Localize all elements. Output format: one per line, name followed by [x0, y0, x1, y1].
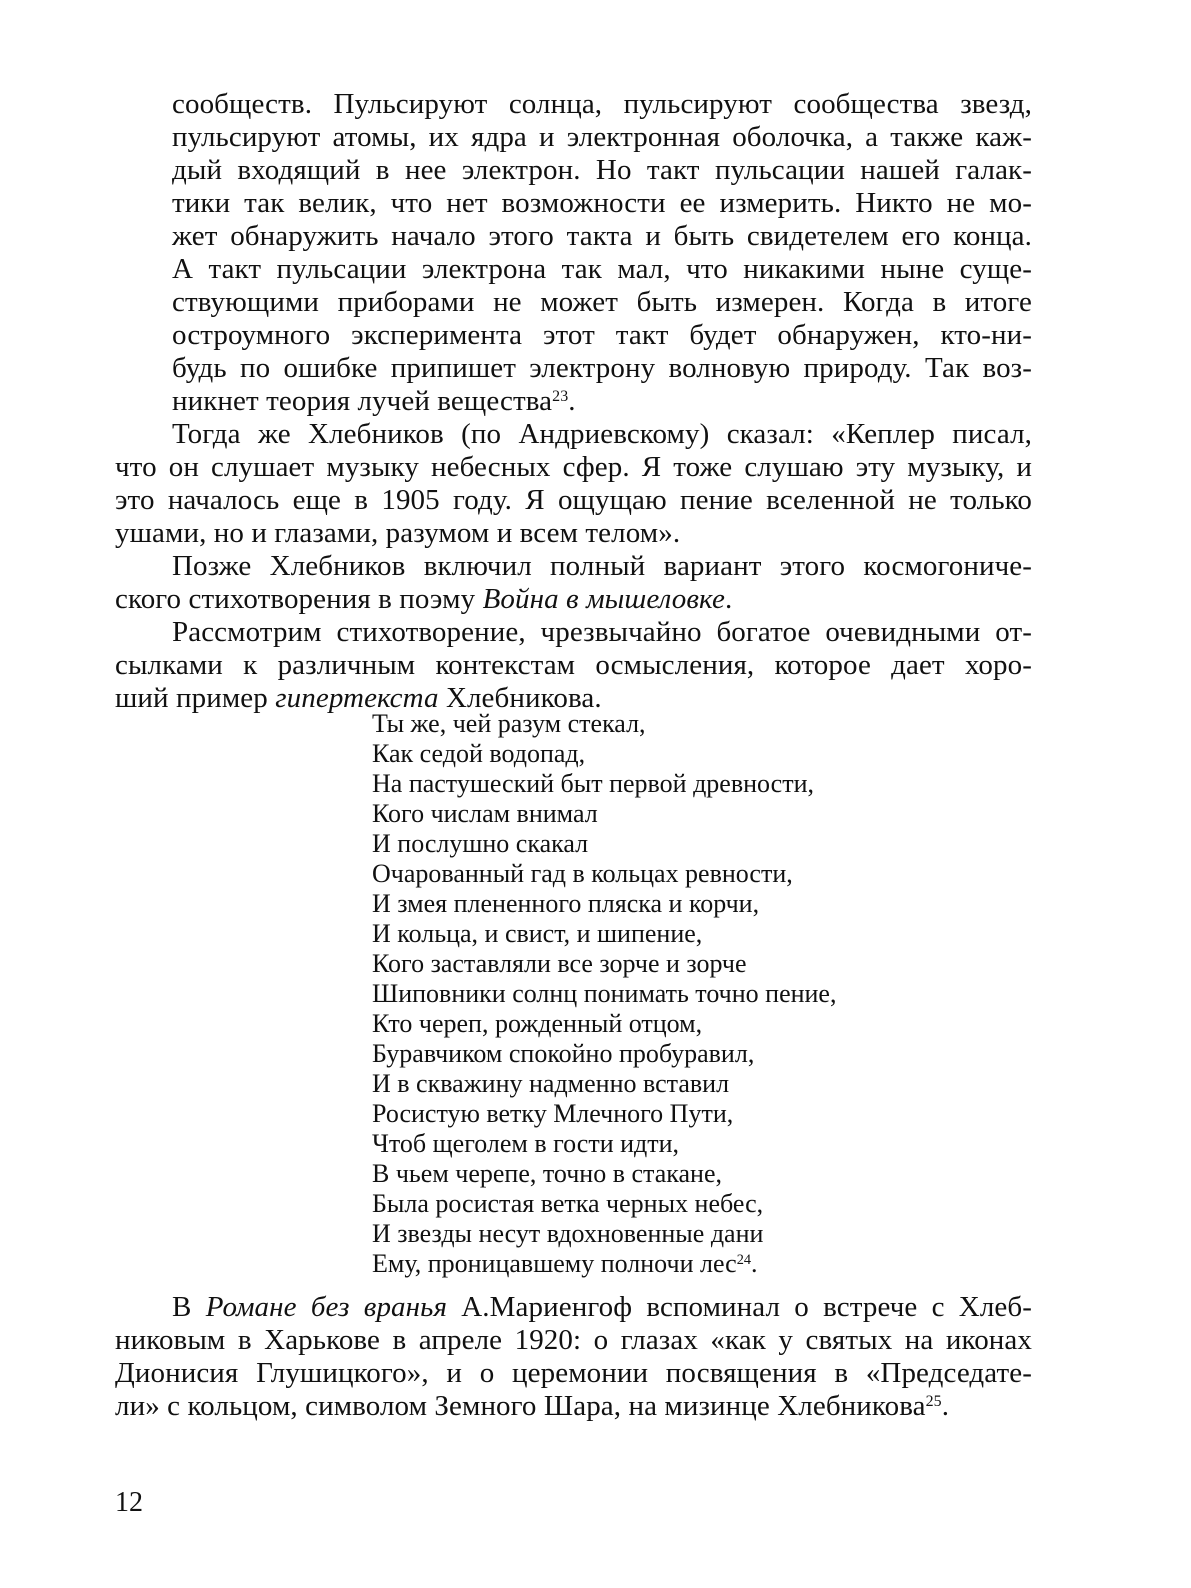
punct: .	[941, 1390, 950, 1422]
poem-line: Кто череп, рожденный отцом,	[372, 1009, 703, 1038]
poem-line: Росистую ветку Млечного Пути,	[372, 1099, 734, 1128]
poem-line: В чьем черепе, точно в стакане,	[372, 1159, 722, 1188]
text-line: А такт пульсации электрона так мал, что никакими ныне суще-	[172, 253, 1032, 285]
text-line: Рассмотрим стихотворение, чрезвычайно богатое очевидными от-	[172, 616, 1032, 648]
poem-line: Буравчиком спокойно пробуравил,	[372, 1039, 755, 1068]
poem-line: Шиповники солнц понимать точно пение,	[372, 979, 837, 1008]
line-text: ший пример	[115, 682, 276, 714]
poem-line: Очарованный гад в кольцах ревности,	[372, 859, 793, 888]
footnote-ref: 23	[552, 388, 569, 406]
text-line: остроумного эксперимента этот такт будет обнаружен, кто-ни-	[172, 319, 1032, 351]
line-text: А.Мариенгоф вспоминал о встрече с Хлеб-	[447, 1291, 1033, 1323]
text-line: никовым в Харькове в апреле 1920: о глазах «как у святых на иконах	[115, 1324, 1032, 1356]
punct: .	[724, 583, 733, 615]
text-line: пульсируют атомы, их ядра и электронная оболочка, а также каж-	[172, 121, 1032, 153]
text-line: Дионисия Глушицкого», и о церемонии посвящения в «Председате-	[115, 1357, 1032, 1389]
poem-line: Была росистая ветка черных небес,	[372, 1189, 764, 1218]
term-italic: гипертекста	[275, 682, 439, 714]
poem-line: И кольца, и свист, и шипение,	[372, 919, 703, 948]
poem-line: И в скважину надменно вставил	[372, 1069, 730, 1098]
footnote-ref: 24	[736, 1252, 751, 1269]
text-line: будь по ошибке припишет электрону волновую природу. Так воз-	[172, 352, 1032, 384]
poem-line: Ты же, чей разум стекал,	[372, 709, 646, 738]
text-line: ушами, но и глазами, разумом и всем телом».	[115, 517, 681, 549]
line-text: ли» с кольцом, символом Земного Шара, на мизинце Хлебникова	[115, 1390, 926, 1422]
work-title: Война в мышеловке	[482, 583, 725, 615]
line-text: Хлебникова.	[438, 682, 602, 714]
poem-line: Кого заставляли все зорче и зорче	[372, 949, 747, 978]
footnote-ref: 25	[925, 1393, 942, 1411]
text-line: ствующими приборами не может быть измерен. Когда в итоге	[172, 286, 1032, 318]
work-title: Романе без вранья	[205, 1291, 448, 1323]
text-line	[115, 581, 732, 617]
text-line: Позже Хлебников включил полный вариант этого космогониче-	[172, 550, 1032, 582]
poem-line: Кого числам внимал	[372, 799, 598, 828]
punct: .	[568, 385, 576, 417]
text-line: это началось еще в 1905 году. Я ощущаю пение вселенной не только	[115, 484, 1032, 516]
text-line	[172, 1289, 1032, 1325]
poem-line: И звезды несут вдохновенные дани	[372, 1219, 764, 1248]
poem-line: Как седой водопад,	[372, 739, 586, 768]
line-text: ского стихотворения в поэму	[115, 583, 483, 615]
poem-line: И послушно скакал	[372, 829, 589, 858]
poem-line: На пастушеский быт первой древности,	[372, 769, 814, 798]
line-text: В	[172, 1291, 206, 1323]
poem-line	[372, 1249, 758, 1279]
text-line: сообществ. Пульсируют солнца, пульсируют сообщества звезд,	[172, 88, 1032, 120]
text-line: сылками к различным контекстам осмысления, которое дает хоро-	[115, 649, 1032, 681]
line-text: никнет теория лучей вещества	[172, 385, 553, 417]
text-line: жет обнаружить начало этого такта и быть свидетелем его конца.	[172, 220, 1032, 252]
text-line: дый входящий в нее электрон. Но такт пульсации нашей галак-	[172, 154, 1032, 186]
poem-line: И змея плененного пляска и корчи,	[372, 889, 760, 918]
text-line	[115, 1388, 949, 1424]
poem-line: Чтоб щеголем в гости идти,	[372, 1129, 680, 1158]
line-text: Ему, проницавшему полночи лес	[372, 1249, 737, 1278]
punct: .	[751, 1249, 758, 1278]
page-number: 12	[115, 1487, 143, 1518]
text-line: тики так велик, что нет возможности ее измерить. Никто не мо-	[172, 187, 1032, 219]
text-line: что он слушает музыку небесных сфер. Я тоже слушаю эту музыку, и	[115, 451, 1032, 483]
text-line	[172, 383, 576, 419]
text-line: Тогда же Хлебников (по Андриевскому) сказал: «Кеплер писал,	[172, 418, 1032, 450]
